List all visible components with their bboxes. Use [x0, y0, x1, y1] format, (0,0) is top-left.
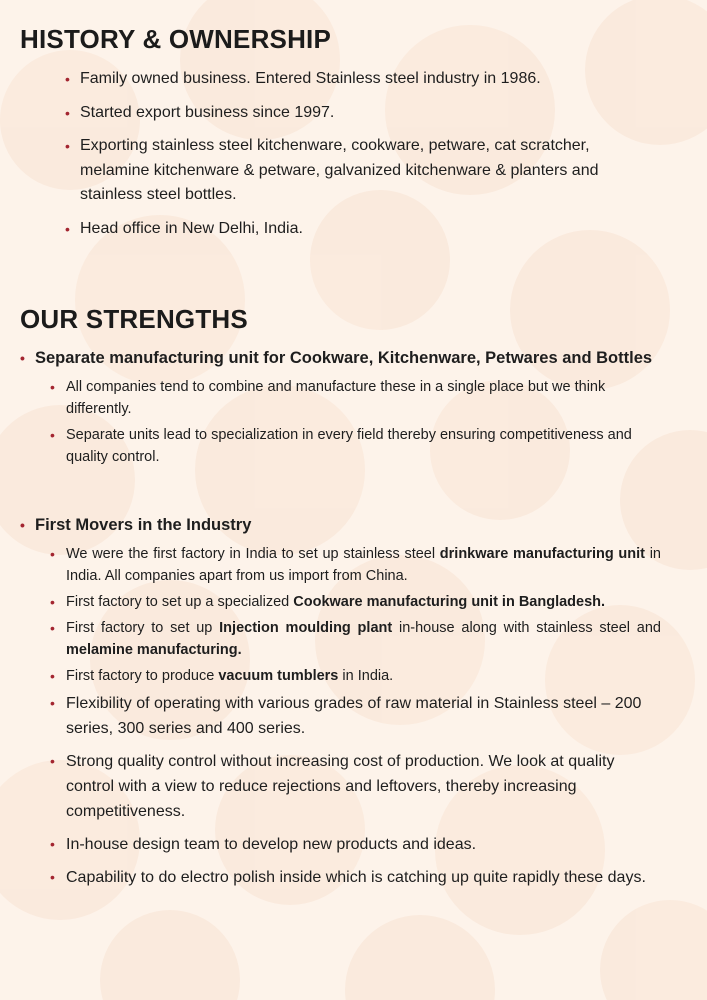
history-item: • Family owned business. Entered Stainless steel industry in 1986. [80, 67, 660, 92]
history-list [80, 67, 660, 250]
strength-item: • All companies tend to combine and manufacture these in a single place but we think differently. [66, 376, 661, 420]
strength-item [66, 543, 661, 587]
bold-text: Cookware manufacturing unit in Bangladesh. [293, 594, 606, 610]
strength-item: • Strong quality control without increasing cost of production. We look at quality control with a view to reduce rejections and leftovers, thereby increasing competitiveness. [66, 749, 661, 824]
bold-text: vacuum tumblers [218, 668, 339, 684]
strength-item: • Separate units lead to specialization in every field thereby ensuring competitiveness and quality control. [66, 424, 661, 468]
strength-item: • In-house design team to develop new products and ideas. [66, 832, 661, 857]
text-segment: First factory to set up a specialized [66, 594, 294, 610]
bold-text: Injection moulding plant [219, 620, 393, 636]
strength-sublist [66, 543, 661, 890]
bold-text: melamine manufacturing. [66, 642, 242, 658]
text-segment: in India. [338, 668, 394, 684]
strength-item: • Flexibility of operating with various grades of raw material in Stainless steel – 200 series, 300 series and 400 series. [66, 691, 661, 741]
history-item: • Exporting stainless steel kitchenware, cookware, petware, cat scratcher, melamine kitchenware & petware, galvanized kitchenware & planters and stainless steel bottles. [80, 134, 660, 208]
text-segment: We were the first factory in India to set up stainless steel [66, 546, 440, 562]
history-item: • Head office in New Delhi, India. [80, 217, 660, 242]
strength-item [66, 617, 661, 661]
text-segment: in India. All companies apart from us import from China. [66, 546, 661, 584]
text-segment: in-house along with stainless steel and [392, 620, 661, 636]
bold-text: drinkware manufacturing unit [439, 546, 645, 562]
strength-group-manufacturing [35, 346, 675, 472]
strength-group-first-movers [35, 513, 675, 898]
strength-item: • Capability to do electro polish inside which is catching up quite rapidly these days. [66, 865, 661, 890]
strengths-heading: OUR STRENGTHS [20, 304, 248, 334]
strength-sublist [66, 376, 661, 468]
strength-title: • First Movers in the Industry [35, 513, 675, 538]
strength-item [66, 591, 661, 613]
strength-title: • Separate manufacturing unit for Cookware, Kitchenware, Petwares and Bottles [35, 346, 675, 371]
text-segment: First factory to produce [66, 668, 219, 684]
history-heading: HISTORY & OWNERSHIP [20, 24, 332, 54]
history-item: • Started export business since 1997. [80, 101, 660, 126]
strength-item [66, 665, 661, 687]
text-segment: First factory to set up [66, 620, 220, 636]
